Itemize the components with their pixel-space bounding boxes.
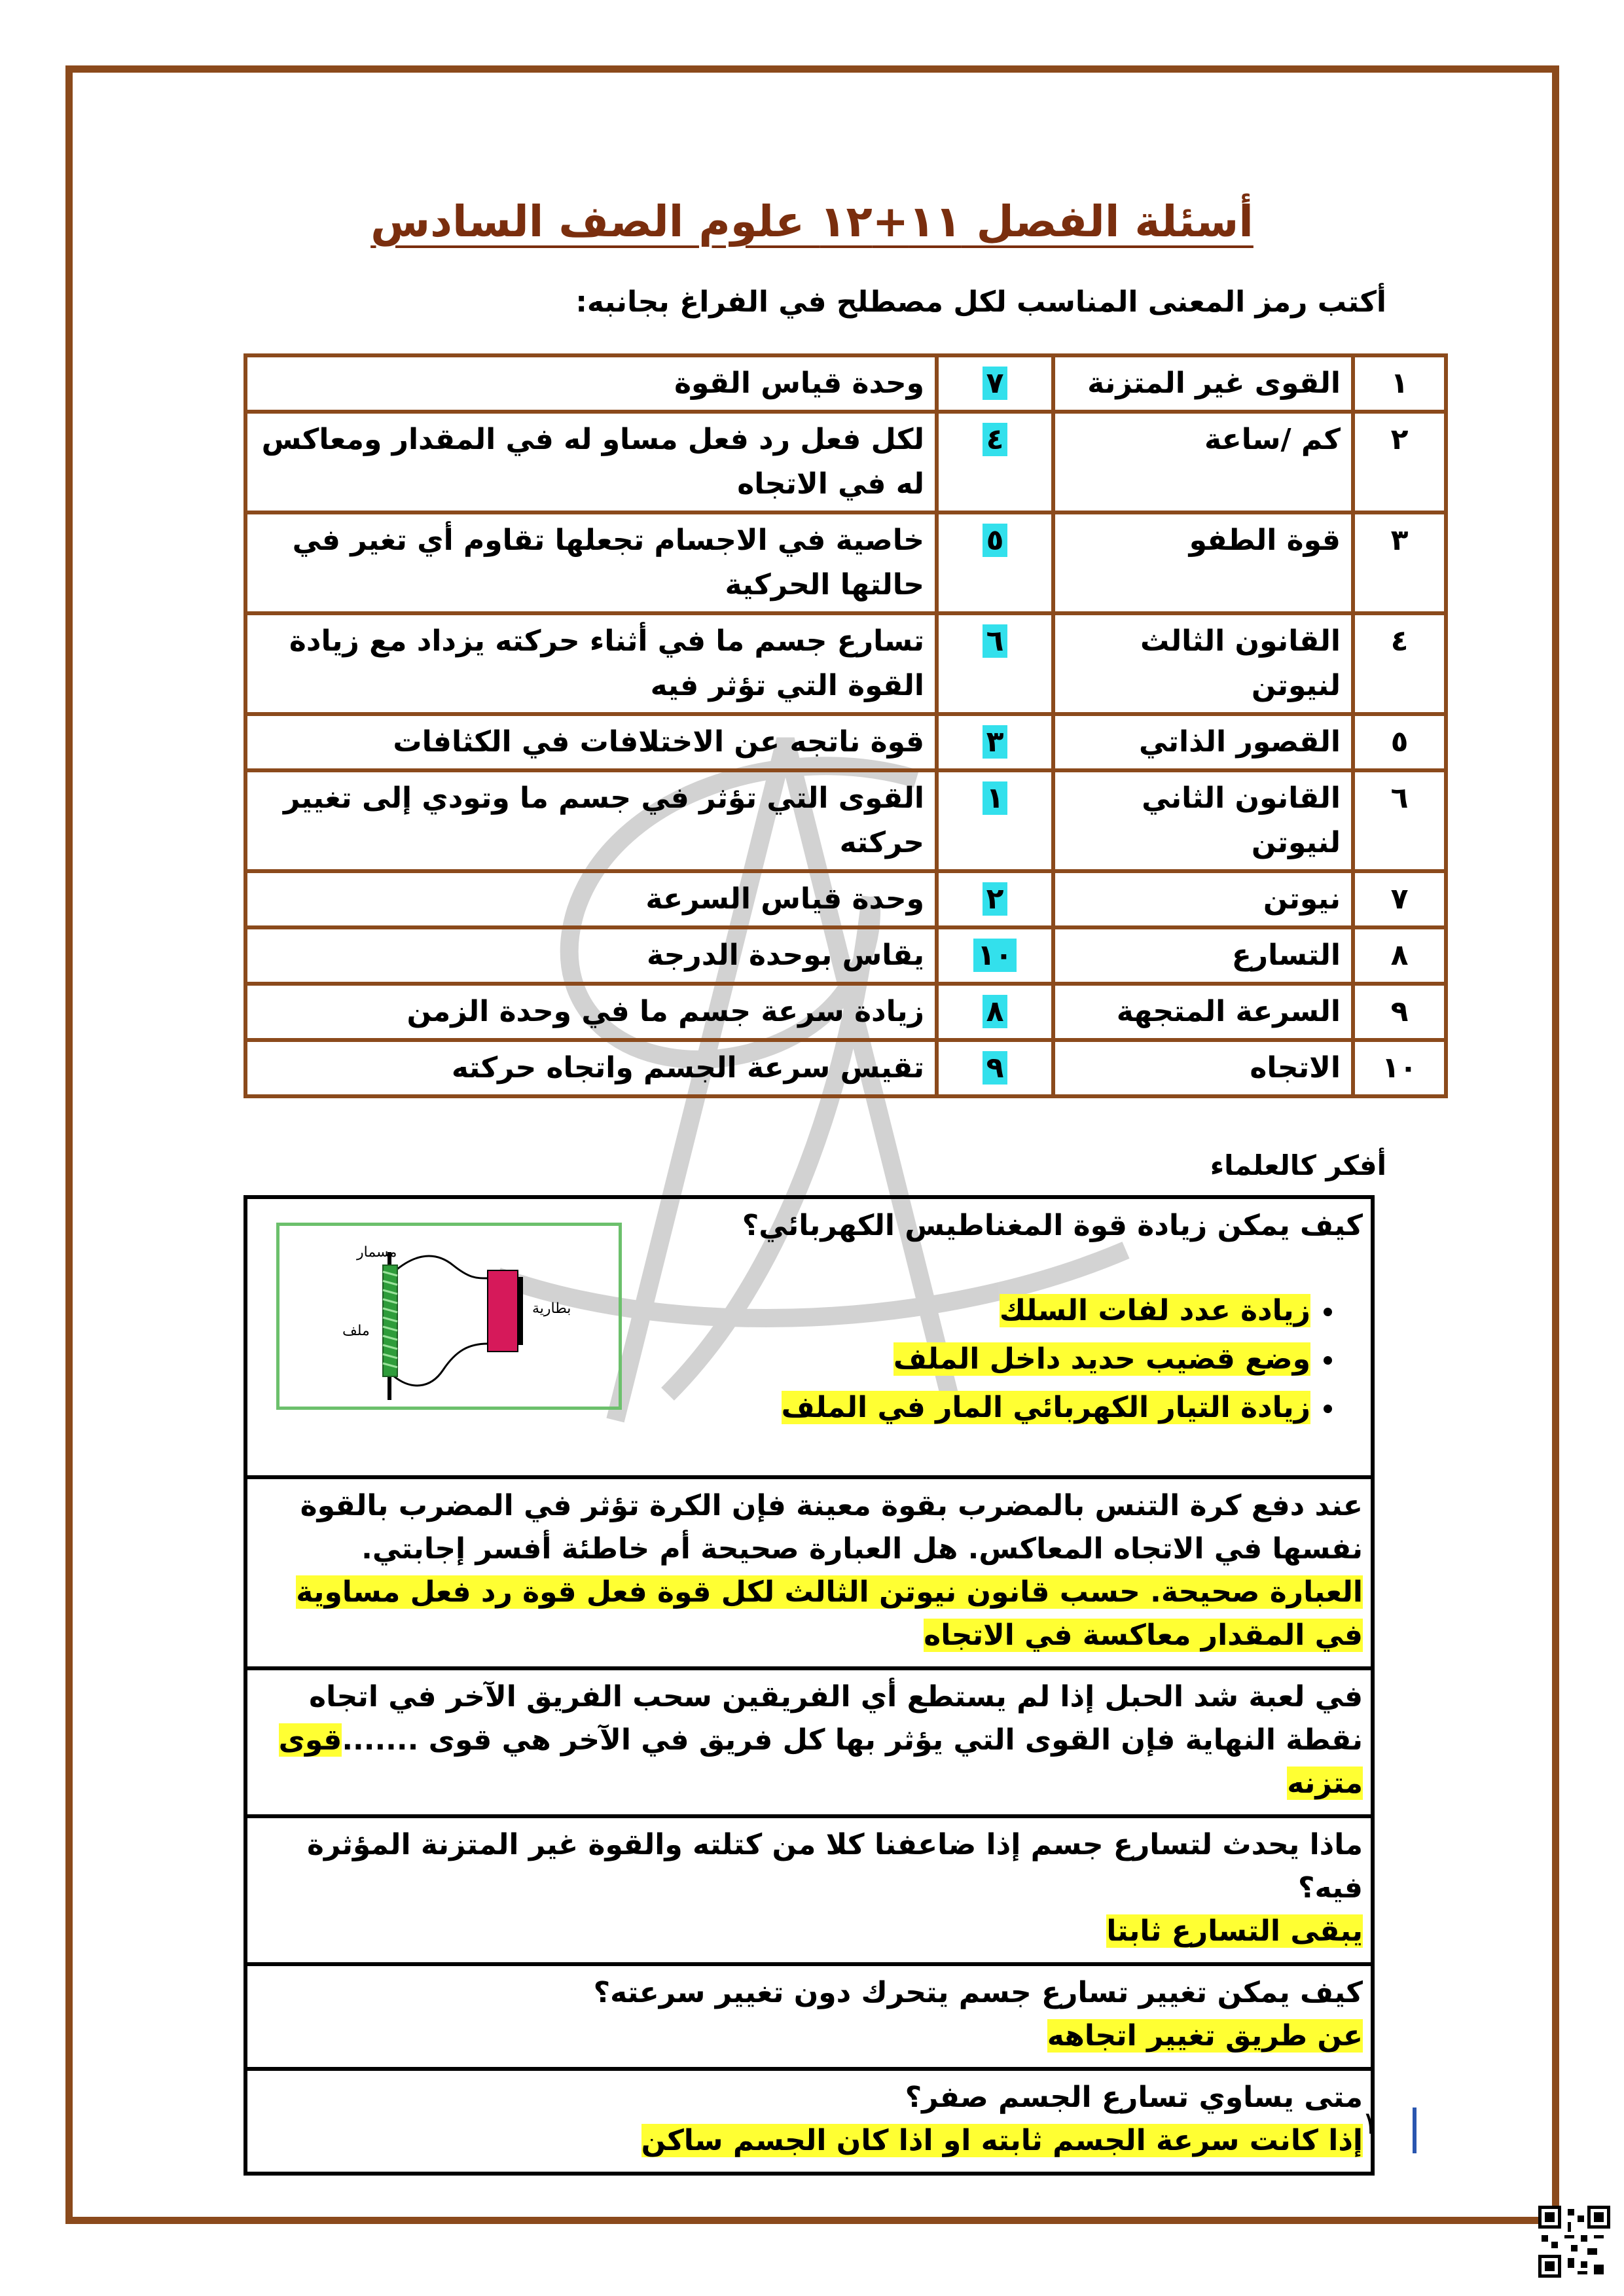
questions-table <box>244 1195 1375 2176</box>
question-cell <box>245 1816 1373 1964</box>
answer-cell[interactable] <box>937 512 1053 613</box>
answer-cell[interactable] <box>937 871 1053 927</box>
definition-cell: القوى التي تؤثر في جسم ما وتودي إلى تغيير حركته <box>245 770 937 871</box>
question-cell <box>245 1668 1373 1816</box>
table-row <box>245 927 1446 984</box>
section-heading-think: أفكر كالعلماء <box>1210 1149 1386 1181</box>
question-row <box>245 1477 1373 1668</box>
page-title: أسئلة الفصل ١١+١٢ علوم الصف السادس <box>370 196 1254 247</box>
answer-cell[interactable] <box>937 613 1053 714</box>
question-row <box>245 1964 1373 2069</box>
question-text: عند دفع كرة التنس بالمضرب بقوة معينة فإن الكرة تؤثر في المضرب بالقوة نفسها في الاتجاه المعاكس. هل العبارة صحيحة أم خاطئة أفسر إجابتي. <box>300 1489 1363 1566</box>
qr-code-icon <box>1538 2206 1610 2278</box>
matching-table <box>244 353 1448 1098</box>
answer-cell[interactable] <box>937 1040 1053 1096</box>
row-number: ٢ <box>1353 412 1446 512</box>
term-cell: التسارع <box>1053 927 1353 984</box>
question-row <box>245 1816 1373 1964</box>
definition-cell: زيادة سرعة جسم ما في وحدة الزمن <box>245 984 937 1040</box>
answer-text: إذا كانت سرعة الجسم ثابته او اذا كان الجسم ساكن <box>641 2124 1363 2157</box>
table-row <box>245 984 1446 1040</box>
coil-label: ملف <box>342 1323 370 1339</box>
answer-text: يبقى التسارع ثابتا <box>1106 1914 1363 1948</box>
row-number: ٧ <box>1353 871 1446 927</box>
question-cell <box>245 1197 1373 1477</box>
definition-cell: تقيس سرعة الجسم واتجاه حركته <box>245 1040 937 1096</box>
definition-cell: لكل فعل رد فعل مساو له في المقدار ومعاكس له في الاتجاه <box>245 412 937 512</box>
definition-cell: وحدة قياس السرعة <box>245 871 937 927</box>
table-row <box>245 770 1446 871</box>
table-row <box>245 1040 1446 1096</box>
answer-value: ١ <box>983 781 1008 815</box>
answer-value: ٤ <box>983 423 1008 456</box>
answer-text: العبارة صحيحة. حسب قانون نيوتن الثالث لكل قوة فعل قوة رد فعل مساوية في المقدار معاكسة في الاتجاه <box>296 1575 1363 1652</box>
definition-cell: قوة ناتجه عن الاختلافات في الكثافات <box>245 714 937 770</box>
term-cell: السرعة المتجهة <box>1053 984 1353 1040</box>
row-number: ٩ <box>1353 984 1446 1040</box>
term-cell: القانون الثاني لنيوتن <box>1053 770 1353 871</box>
term-cell: القانون الثالث لنيوتن <box>1053 613 1353 714</box>
nail-label: مسمار <box>357 1244 397 1261</box>
question-cell <box>245 1964 1373 2069</box>
question-row <box>245 1668 1373 1816</box>
row-number: ٥ <box>1353 714 1446 770</box>
table-row <box>245 613 1446 714</box>
answer-cell[interactable] <box>937 927 1053 984</box>
answer-text: زيادة عدد لفات السلك <box>999 1294 1310 1327</box>
electromagnet-diagram <box>276 1223 622 1410</box>
answer-text: زيادة التيار الكهربائي المار في الملف <box>781 1391 1310 1424</box>
row-number: ٣ <box>1353 512 1446 613</box>
question-cell <box>245 1477 1373 1668</box>
answer-cell[interactable] <box>937 412 1053 512</box>
answer-value: ٨ <box>983 995 1008 1028</box>
term-cell: الاتجاه <box>1053 1040 1353 1096</box>
row-number: ١ <box>1353 355 1446 412</box>
table-row <box>245 714 1446 770</box>
question-text: كيف يمكن زيادة قوة المغناطيس الكهربائي؟ <box>742 1209 1363 1242</box>
answer-value: ٩ <box>983 1051 1008 1085</box>
table-row <box>245 355 1446 412</box>
term-cell: القوى غير المتزنة <box>1053 355 1353 412</box>
definition-cell: وحدة قياس القوة <box>245 355 937 412</box>
answer-text: عن طريق تغيير اتجاهه <box>1047 2019 1363 2053</box>
table-row <box>245 871 1446 927</box>
term-cell: نيوتن <box>1053 871 1353 927</box>
question-row <box>245 2069 1373 2174</box>
term-cell: كم /ساعة <box>1053 412 1353 512</box>
row-number: ١٠ <box>1353 1040 1446 1096</box>
question-row <box>245 1197 1373 1477</box>
definition-cell: يقاس بوحدة الدرجة <box>245 927 937 984</box>
question-cell <box>245 2069 1373 2174</box>
answer-text: قوى متزنه <box>278 1723 1363 1800</box>
answer-cell[interactable] <box>937 770 1053 871</box>
question-text: متى يساوي تسارع الجسم صفر؟ <box>905 2081 1363 2114</box>
page-number: ١ <box>1362 2105 1379 2142</box>
answer-value: ٥ <box>983 524 1008 557</box>
answer-text: وضع قضيب حديد داخل الملف <box>893 1342 1310 1376</box>
row-number: ٦ <box>1353 770 1446 871</box>
answer-cell[interactable] <box>937 355 1053 412</box>
footer-divider <box>1413 2108 1416 2153</box>
answer-value: ٣ <box>983 725 1008 759</box>
instruction-text: أكتب رمز المعنى المناسب لكل مصطلح في الفراغ بجانبه: <box>575 285 1386 319</box>
question-text: كيف يمكن تغيير تسارع جسم يتحرك دون تغيير سرعته؟ <box>593 1976 1363 2009</box>
answer-cell[interactable] <box>937 984 1053 1040</box>
question-text: في لعبة شد الحبل إذا لم يستطع أي الفريقين سحب الفريق الآخر في اتجاه نقطة النهاية فإن القوى التي يؤثر بها كل فريق في الآخر هي قوى ....... <box>309 1680 1363 1757</box>
answer-value: ٢ <box>983 882 1008 916</box>
definition-cell: تسارع جسم ما في أثناء حركته يزداد مع زيادة القوة التي تؤثر فيه <box>245 613 937 714</box>
answer-cell[interactable] <box>937 714 1053 770</box>
row-number: ٨ <box>1353 927 1446 984</box>
term-cell: قوة الطفو <box>1053 512 1353 613</box>
battery-label: بطارية <box>532 1300 571 1317</box>
question-text: ماذا يحدث لتسارع جسم إذا ضاعفنا كلا من كتلته والقوة غير المتزنة المؤثرة فيه؟ <box>306 1828 1363 1905</box>
table-row <box>245 512 1446 613</box>
table-row <box>245 412 1446 512</box>
answer-value: ٦ <box>983 624 1008 658</box>
definition-cell: خاصية في الاجسام تجعلها تقاوم أي تغير في حالتها الحركية <box>245 512 937 613</box>
row-number: ٤ <box>1353 613 1446 714</box>
answer-value: ١٠ <box>973 939 1017 972</box>
answer-value: ٧ <box>983 367 1008 400</box>
term-cell: القصور الذاتي <box>1053 714 1353 770</box>
